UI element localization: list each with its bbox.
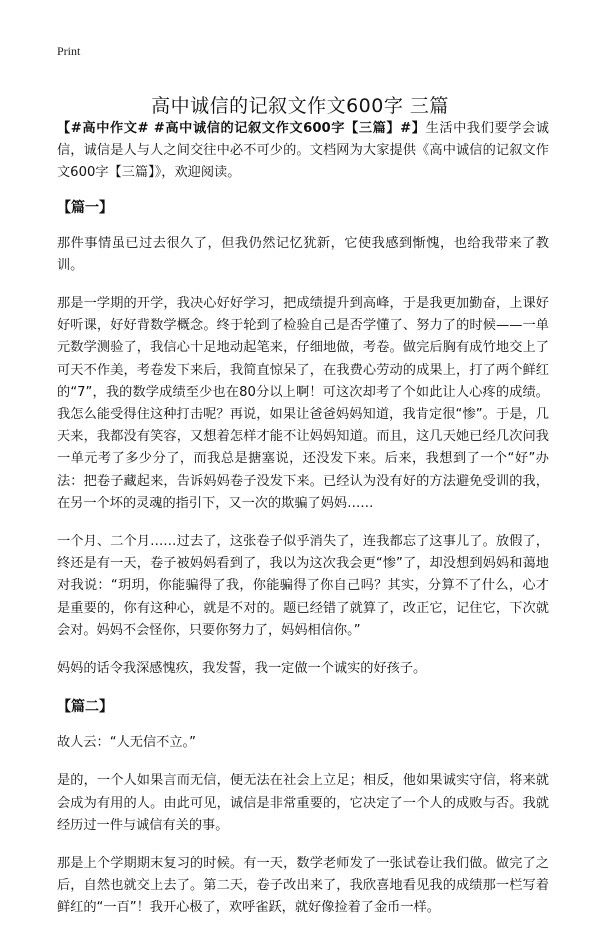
intro-paragraph xyxy=(57,118,549,185)
print-label: Print xyxy=(57,44,81,58)
paragraph: 是的，一个人如果言而无信，便无法在社会上立足；相反，他如果诚实守信，将来就会成为有用的人。由此可见，诚信是非常重要的，它决定了一个人的成败与否。我就经历过一件与诚信有关的事。 xyxy=(57,773,549,833)
section-heading-2: 【篇二】 xyxy=(57,699,113,716)
paragraph: 故人云：“人无信不立。” xyxy=(57,735,196,751)
intro-tag: 【#高中作文# #高中诚信的记叙文作文600字【三篇】#】 xyxy=(57,121,426,136)
paragraph: 那件事情虽已过去很久了，但我仍然记忆犹新，它使我感到惭愧，也给我带来了教训。 xyxy=(57,235,549,273)
page-title: 高中诚信的记叙文作文600字 三篇 xyxy=(151,94,449,117)
paragraph: 一个月、二个月……过去了，这张卷子似乎消失了，连我都忘了这事儿了。放假了，终还是有一天，卷子被妈妈看到了，我以为这次我会更“惨”了，却没想到妈妈和蔼地对我说：“玥玥，你能骗得了我，你能骗得了你自己吗？其实，分算不了什么，心才是重要的，你有这种心，就是不对的。题已经错了就算了，改正它，记住它，下次就会对。妈妈不会怪你，只要你努力了，妈妈相信你。” xyxy=(57,534,549,638)
paragraph: 那是上个学期期末复习的时候。有一天，数学老师发了一张试卷让我们做。做完了之后，自然也就交上去了。第二天，卷子改出来了，我欣喜地看见我的成绩那一栏写着鲜红的“一百”！我开心极了，欢呼雀跃，就好像捡着了金币一样。 xyxy=(57,856,549,916)
intro-text: 生活中我们要学会诚信，诚信是人与人之间交往中必不可少的。文档网为大家提供《高中诚信的记叙文作文600字【三篇】》，欢迎阅读。 xyxy=(57,121,549,181)
section-heading-1: 【篇一】 xyxy=(57,199,113,216)
article-body xyxy=(57,118,549,936)
paragraph: 妈妈的话令我深感愧疚，我发誓，我一定做一个诚实的好孩子。 xyxy=(57,661,427,677)
paragraph: 那是一学期的开学，我决心好好学习，把成绩提升到高峰，于是我更加勤奋，上课好好听课，好好背数学概念。终于轮到了检验自己是否学懂了、努力了的时候——一单元数学测验了，我信心十足地动起笔来，仔细地做，考卷。做完后胸有成竹地交上了可天不作美，考卷发下来后，我简直惊呆了，在我费心劳动的成果上，打了两个鲜红的“7”，我的数学成绩至少也在80分以上啊！可这次却考了个如此让人心疼的成绩。我怎么能受得住这种打击呢？再说，如果让爸爸妈妈知道，我肯定很“惨”。于是，几天来，我都没有笑容，又想着怎样才能不让妈妈知道。而且，这几天她已经几次问我一单元考了多少分了，而我总是搪塞说，还没发下来。后来，我想到了一个“好”办法：把卷子藏起来，告诉妈妈卷子没发下来。已经认为没有好的方法避免受训的我，在另一个坏的灵魂的指引下，又一次的欺骗了妈妈…… xyxy=(57,296,549,511)
